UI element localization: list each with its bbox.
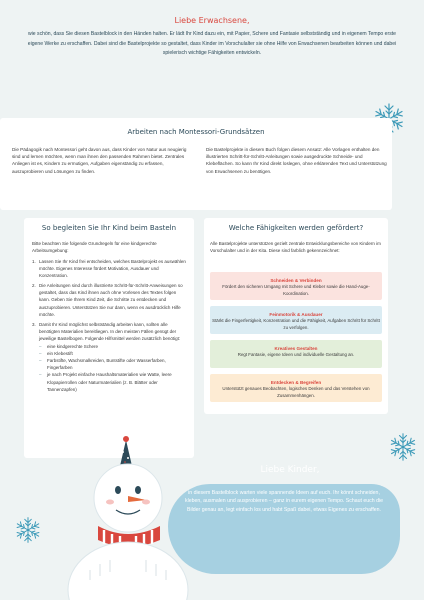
party-hat xyxy=(120,440,132,466)
kids-body: in diesem Bastelblock warten viele spannende Ideen auf euch. Ihr könnt schneiden, kleben, ausmalen und ausprobieren – ganz in eurem eigenen Tempo. Schaut euch die Bilder genau an, legt einfach los und habt Spaß dabei, etwas Eigenes zu erschaffen. xyxy=(184,490,384,513)
skill-name: Schneiden & Verbinden xyxy=(270,278,322,283)
intro-title: Liebe Erwachsene, xyxy=(174,16,250,25)
list-item xyxy=(39,343,188,350)
material-text: eine kindgerechte Schere xyxy=(47,344,99,350)
list-item xyxy=(39,371,188,392)
bullet-icon: – xyxy=(39,344,42,350)
list-item xyxy=(39,357,188,371)
skill-name: Kreatives Gestalten xyxy=(274,346,318,351)
step-text: Damit Ihr Kind möglichst selbstständig arbeiten kann, sollten alle benötigten Materialien bereitliegen. In den meisten Fällen genügt der jeweilige Bastelbogen. Folgende Hilfsmittel werden zusätzlich benötigt: xyxy=(39,321,181,341)
parents-intro: Bitte beachten Sie folgende Grundregeln für eine kindgerechte Arbeitsumgebung: xyxy=(32,241,157,253)
kids-title: Liebe Kinder, xyxy=(260,465,320,475)
skills-card xyxy=(204,218,388,414)
montessori-text-left: Die Pädagogik nach Montessori geht davon aus, dass Kinder von Natur aus neugierig sind und lernen möchten, wenn man ihnen den passenden Rahmen bietet. Zentrales Anliegen ist es, Kindern zu ermutigen, Aufgaben eigenständig zu erfassen, auszuprobieren und Lösungen zu finden. xyxy=(12,147,187,174)
skill-creative xyxy=(210,340,382,368)
skills-intro: Alle Bastelprojekte unterstützen gezielt zentrale Entwicklungsbereiche von Kindern im Vorschulalter und in der Kita. Diese sind farblich gekennzeichnet: xyxy=(210,241,381,253)
snowflake-icon xyxy=(388,432,418,462)
bullet-icon: – xyxy=(39,372,42,378)
list-item xyxy=(39,350,188,357)
steps-list xyxy=(32,258,188,396)
skill-description: Stärkt die Fingerfertigkeit, Konzentration und die Fähigkeit, Aufgaben Schritt für Schritt zu verfolgen. xyxy=(212,318,380,330)
skill-name: Entdecken & Begreifen xyxy=(270,380,322,385)
intro-section xyxy=(0,0,424,96)
skill-discover xyxy=(210,374,382,402)
list-item xyxy=(32,321,188,393)
skill-description: Fördert den sicheren Umgang mit Schere und Kleber sowie die Hand-Auge-Koordination. xyxy=(222,284,370,296)
snowflake-icon xyxy=(14,516,42,544)
montessori-card xyxy=(0,118,392,210)
material-text: je nach Projekt einfache Haushaltsmaterialien wie Watte, leere Klopapierrollen oder Naturmaterialien (z. B. Blätter oder Tannenzapfen) xyxy=(47,372,172,392)
skill-cutting xyxy=(210,272,382,300)
skill-description: Regt Fantasie, eigene Ideen und individuelle Gestaltung an. xyxy=(237,352,355,357)
skill-fine-motor xyxy=(210,306,382,334)
bullet-icon: – xyxy=(39,351,42,357)
montessori-text-right: Die Bastelprojekte in diesem Buch folgen diesem Ansatz: Alle Vorlagen enthalten den illustrierten Schritt-für-Schritt-Anleitungen sowie ausgedruckte Schneide- und Klebeflächen. So kann Ihr Kind direkt loslegen, ohne erklärenden Text und Unterstützung von Erwachsenen zu benötigen. xyxy=(206,147,387,174)
skills-title: Welche Fähigkeiten werden gefördert? xyxy=(228,224,364,232)
material-text: Farbstifte, Wachsmalkreiden, Buntstifte oder Wasserfarben, Fingerfarben xyxy=(47,358,166,371)
material-text: ein Klebestift xyxy=(47,351,73,357)
bullet-icon: – xyxy=(39,358,42,364)
list-item xyxy=(32,282,188,317)
parents-card xyxy=(24,218,194,458)
list-item xyxy=(32,258,188,279)
step-number: 3. xyxy=(32,321,36,327)
step-number: 1. xyxy=(32,259,36,264)
step-text: Die Anleitungen sind durch illustrierte Schritt-für-Schritt-Anweisungen so gestaltet, dass das Kind ihnen auch ohne Vorlesen des Textes folgen kann. Geben Sie Ihrem Kind Zeit, die Schritte zu entdecken und auszuprobieren. Unterstützen Sie nur dann, wenn es ausdrücklich Hilfe möchte. xyxy=(39,283,183,317)
intro-body: wie schön, dass Sie diesen Bastelblock in den Händen halten. Er lädt Ihr Kind dazu ein, mit Papier, Schere und Fantasie selbstständig und in eigenem Tempo erste eigene Werke zu erschaffen. Dabei sind die Bastelprojekte so gestaltet, dass Kinder im Vorschulalter sie ohne Hilfe von Erwachsenen bearbeiten können und dabei spielerisch wichtige Fähigkeiten entwickeln. xyxy=(27,31,397,56)
skill-name: Feinmotorik & Ausdauer xyxy=(269,312,323,317)
montessori-title: Arbeiten nach Montessori-Grundsätzen xyxy=(127,128,265,136)
skill-description: Unterstützt genaues Beobachten, logisches Denken und das Verstehen von Zusammenhängen. xyxy=(222,386,370,398)
step-text: Lassen Sie Ihr Kind frei entscheiden, welches Bastelprojekt es auswählen möchte. Eigenes Interesse fördert Motivation, Ausdauer und Konzentration. xyxy=(39,259,186,279)
parents-title: So begleiten Sie Ihr Kind beim Basteln xyxy=(41,224,177,232)
step-number: 2. xyxy=(32,283,36,289)
materials-list xyxy=(39,343,188,393)
